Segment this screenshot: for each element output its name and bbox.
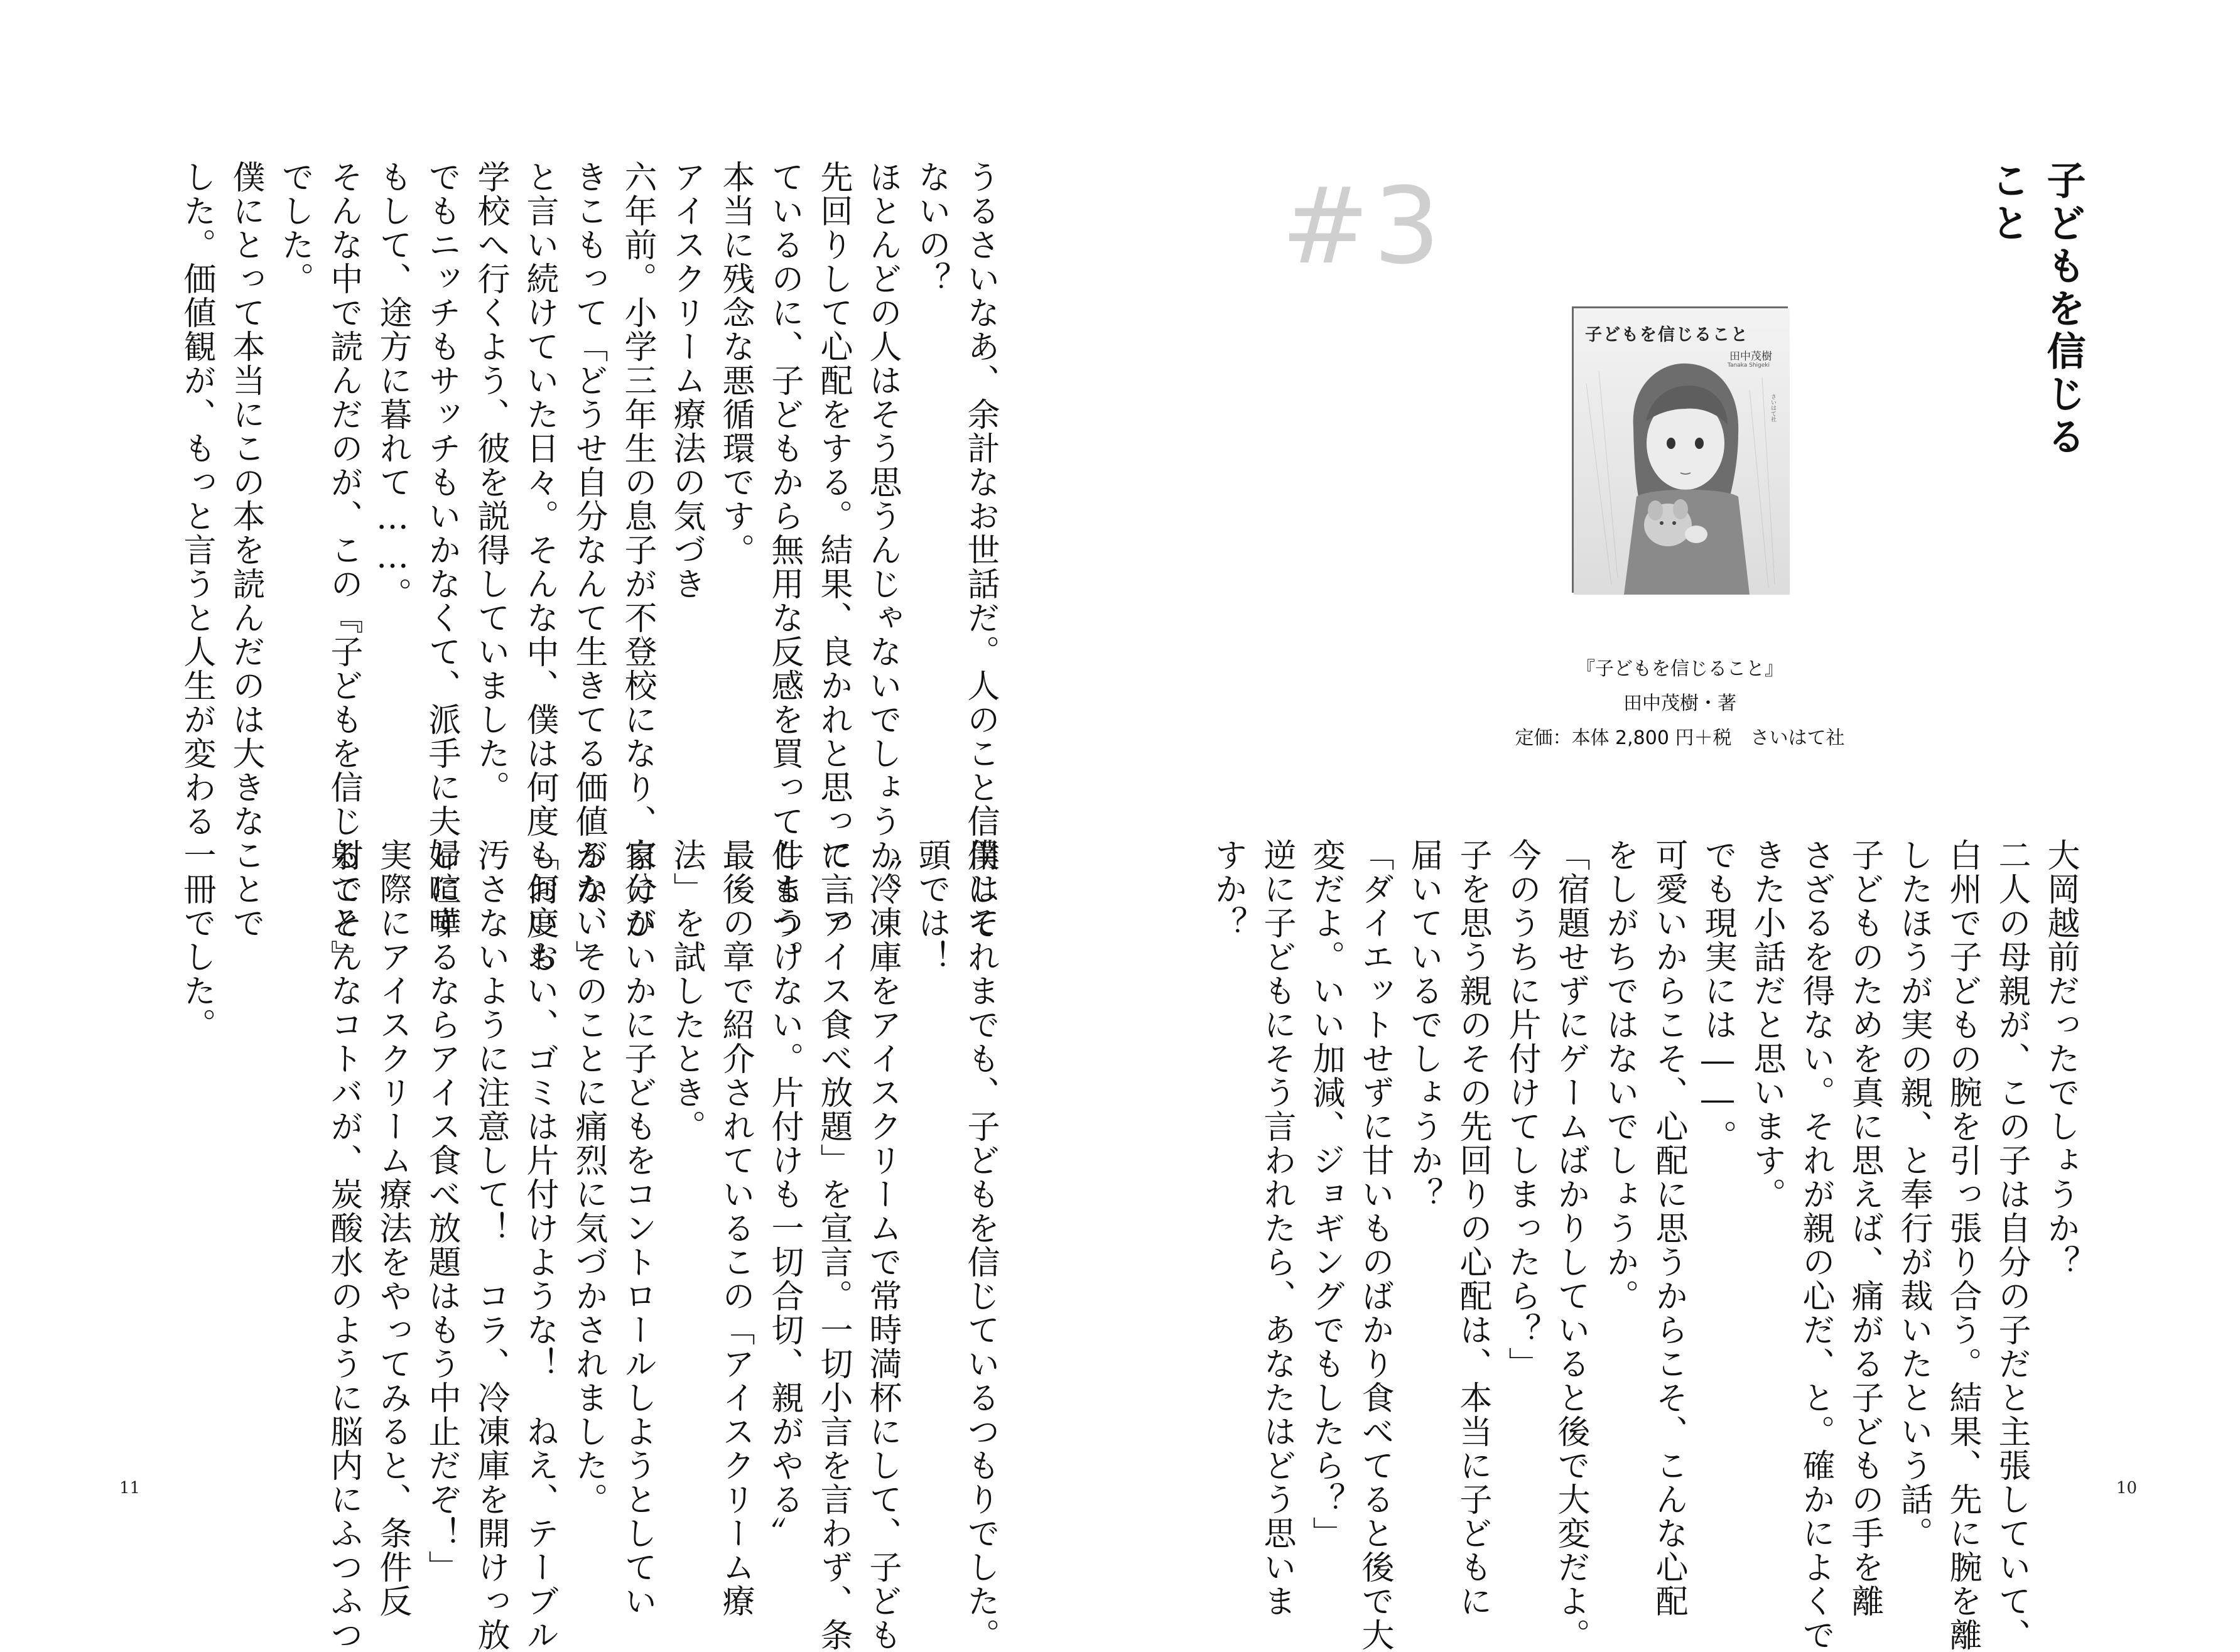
text-line: 僕にとって本当にこの本を読んだのは大きなことで	[227, 160, 264, 940]
text-line: しにするならアイス食べ放題はもう中止だぞ！」	[423, 838, 460, 1584]
text-line: 「ダイエットせずに甘いものばかり食べてると後で大	[1356, 838, 1393, 1652]
text-line: した。価値観が、もっと言うと人生が変わる一冊でした。	[178, 160, 215, 1042]
text-line: 「おいおい、ゴミは片付けような！ ねえ、テーブル	[521, 838, 558, 1652]
cover-author-en: Tanaka Shigeki	[1727, 362, 1770, 369]
text-line: 先回りして心配をする。結果、良かれと思って言っ	[814, 160, 852, 940]
text-line: うるさいなあ、余計なお世話だ。人のこと信用して	[961, 160, 999, 940]
text-line: 二人の母親が、この子は自分の子だと主張していて、	[1993, 838, 2030, 1652]
text-line: すか？	[1209, 838, 1247, 940]
text-line: 大岡越前だったでしょうか？	[2042, 838, 2079, 1279]
text-line: 僕はそれまでも、子どもを信じているつもりでした。	[961, 838, 999, 1652]
text-line: 六年前。小学三年生の息子が不登校になり、家にひ	[619, 160, 656, 940]
text-line: 汚さないように注意して！ コラ、冷凍庫を開けっ放	[472, 838, 509, 1652]
book-info-author: 田中茂樹・著	[1623, 693, 1736, 715]
text-line: きた小話だと思います。	[1748, 838, 1785, 1211]
text-line: るか、そのことに痛烈に気づかされました。	[570, 838, 607, 1516]
text-line: 頭では！	[912, 838, 950, 974]
text-line: きこもって「どうせ自分なんて生きてる価値がない」	[570, 160, 607, 974]
text-line: ほとんどの人はそう思うんじゃないでしょうか。	[863, 160, 901, 906]
text-line: ているのに、子どもから無用な反感を買ってしまう。	[766, 160, 803, 974]
text-line: 学校へ行くよう、彼を説得していました。	[472, 160, 509, 804]
book-cover-image	[1572, 306, 1788, 593]
text-line: に「アイス食べ放題」を宣言。一切小言を言わず、条	[814, 838, 852, 1652]
text-line: 白州で子どもの腕を引っ張り合う。結果、先に腕を離	[1944, 838, 1981, 1652]
text-line: ないの？	[912, 160, 950, 296]
text-line: 変だよ。いい加減、ジョギングでもしたら？」	[1307, 838, 1345, 1550]
right-page-lower-text	[1209, 838, 2085, 1652]
chapter-number: #3	[1281, 165, 1444, 288]
section-heading: アイスクリーム療法の気づき	[668, 160, 705, 601]
text-line: 自分がいかに子どもをコントロールしようとしてい	[619, 838, 656, 1618]
cover-title: 子どもを信じること	[1585, 325, 1749, 345]
text-line: 今のうちに片付けてしまったら？」	[1503, 838, 1540, 1381]
book-info-title: 『子どもを信じること』	[1576, 658, 1783, 680]
page-number-right: 10	[2116, 1479, 2138, 1498]
text-line: 子を思う親のその先回りの心配は、本当に子どもに	[1454, 838, 1491, 1618]
text-line: 件もつけない。片付けも一切合切、親がやる〟	[766, 838, 803, 1550]
text-line: でした。	[276, 160, 313, 296]
text-line: 子どものためを真に思えば、痛がる子どもの手を離	[1846, 838, 1883, 1618]
text-line: そんな中で読んだのが、この『子どもを信じること』	[325, 160, 362, 974]
book-info-price: 定価：本体 2,800 円＋税 さいはて社	[1515, 727, 1845, 749]
text-line: でも現実には――。	[1699, 838, 1736, 1153]
text-line: 可愛いからこそ、心配に思うからこそ、こんな心配	[1650, 838, 1687, 1618]
cover-publisher: さいはて社	[1770, 394, 1776, 422]
text-line: 〝冷凍庫をアイスクリームで常時満杯にして、子ども	[863, 838, 901, 1652]
text-line: もして、途方に暮れて……。	[374, 160, 411, 611]
text-line: 実際にアイスクリーム療法をやってみると、条件反	[374, 838, 411, 1618]
text-line: 「宿題せずにゲームばかりしていると後で大変だよ。	[1552, 838, 1589, 1652]
page-number-left: 11	[119, 1479, 141, 1498]
text-line: でもニッチもサッチもいかなくて、派手に夫婦喧嘩	[423, 160, 460, 940]
text-line: 射でそんなコトバが、炭酸水のように脳内にふつふつ	[325, 838, 362, 1652]
chapter-title: 子どもを信じること	[1984, 160, 2086, 459]
text-line: さざるを得ない。それが親の心だ、と。確かによくで	[1797, 838, 1834, 1652]
text-line: と言い続けていた日々。そんな中、僕は何度も何度も	[521, 160, 558, 974]
text-line: 本当に残念な悪循環です。	[717, 160, 754, 567]
text-line: 届いているでしょうか？	[1405, 838, 1442, 1211]
text-line: 逆に子どもにそう言われたら、あなたはどう思いま	[1258, 838, 1296, 1618]
cover-author: 田中茂樹	[1729, 350, 1772, 363]
text-line: したほうが実の親、と奉行が裁いたという話。	[1895, 838, 1932, 1550]
text-line: をしがちではないでしょうか。	[1601, 838, 1638, 1313]
text-line: 最後の章で紹介されているこの「アイスクリーム療	[717, 838, 754, 1618]
left-page-lower-text	[170, 838, 1005, 1652]
text-line: 法」を試したとき。	[668, 838, 705, 1143]
